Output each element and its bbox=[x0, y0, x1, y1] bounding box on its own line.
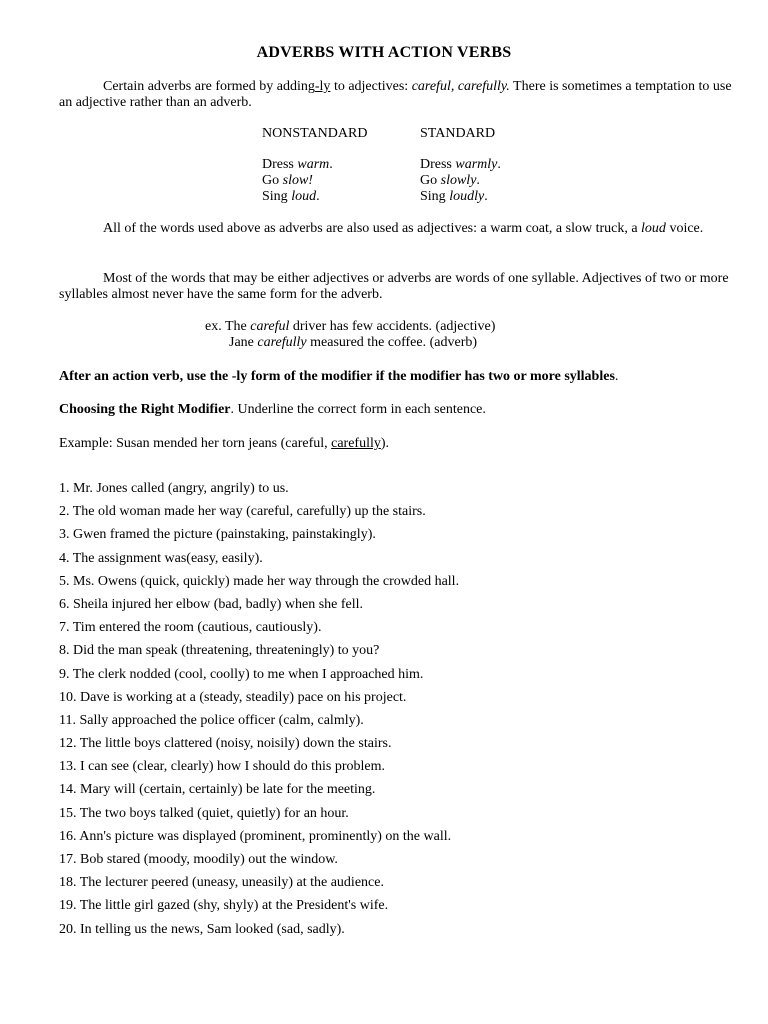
nonstandard-header: NONSTANDARD bbox=[262, 126, 368, 141]
exercise-item: 10. Dave is working at a (steady, steadily) pace on his project. bbox=[59, 689, 407, 705]
nonstandard-row: Go slow! bbox=[262, 173, 313, 188]
instructions-heading: Choosing the Right Modifier bbox=[59, 402, 231, 417]
exercise-item: 9. The clerk nodded (cool, coolly) to me when I approached him. bbox=[59, 666, 424, 682]
standard-row: Dress warmly. bbox=[420, 157, 501, 172]
example-adverb-line: Jane carefully measured the coffee. (adverb) bbox=[229, 335, 478, 350]
standard-column bbox=[420, 126, 501, 205]
worked-example: Example: Susan mended her torn jeans (careful, carefully). bbox=[59, 436, 390, 451]
page-title: ADVERBS WITH ACTION VERBS bbox=[256, 44, 512, 61]
standard-row: Sing loudly. bbox=[420, 189, 488, 204]
syllables-paragraph: Most of the words that may be either adjectives or adverbs are words of one syllable. Adjectives of two or more syllables almost never have the same form for the adverb. bbox=[59, 271, 729, 302]
exercise-item: 19. The little girl gazed (shy, shyly) at the President's wife. bbox=[59, 898, 389, 914]
exercise-item: 14. Mary will (certain, certainly) be late for the meeting. bbox=[59, 782, 376, 798]
intro-example-words: careful, carefully. bbox=[411, 79, 510, 94]
standard-header: STANDARD bbox=[420, 126, 496, 141]
rule-statement: After an action verb, use the -ly form of the modifier if the modifier has two or more syllables. bbox=[59, 369, 619, 384]
intro-ly-suffix: -ly bbox=[314, 79, 331, 94]
exercise-item: 17. Bob stared (moody, moodily) out the window. bbox=[59, 852, 338, 867]
example-adjective-line: ex. The careful driver has few accidents. (adjective) bbox=[205, 319, 496, 334]
intro-text-1: Certain adverbs are formed by adding bbox=[103, 79, 315, 94]
exercise-item: 16. Ann's picture was displayed (prominent, prominently) on the wall. bbox=[59, 828, 452, 844]
exercise-item: 6. Sheila injured her elbow (bad, badly) when she fell. bbox=[59, 596, 364, 612]
exercise-item: 20. In telling us the news, Sam looked (sad, sadly). bbox=[59, 921, 345, 937]
underlined-answer: carefully bbox=[331, 436, 381, 451]
nonstandard-row: Sing loud. bbox=[262, 189, 320, 204]
exercise-item: 11. Sally approached the police officer (calm, calmly). bbox=[59, 712, 364, 728]
intro-text-3: There is sometimes a temptation to use an adjective rather than an adverb. bbox=[59, 79, 732, 110]
exercise-item: 5. Ms. Owens (quick, quickly) made her way through the crowded hall. bbox=[59, 573, 460, 589]
standard-row: Go slowly. bbox=[420, 173, 480, 188]
exercise-item: 12. The little boys clattered (noisy, noisily) down the stairs. bbox=[59, 736, 392, 752]
exercise-item: 13. I can see (clear, clearly) how I should do this problem. bbox=[59, 759, 385, 775]
nonstandard-row: Dress warm. bbox=[262, 157, 333, 172]
exercise-item: 3. Gwen framed the picture (painstaking, painstakingly). bbox=[59, 527, 376, 543]
exercise-item: 8. Did the man speak (threatening, threateningly) to you? bbox=[59, 643, 380, 659]
exercise-item: 2. The old woman made her way (careful, carefully) up the stairs. bbox=[59, 504, 426, 520]
instructions: Choosing the Right Modifier. Underline the correct form in each sentence. bbox=[59, 402, 486, 417]
nonstandard-column bbox=[262, 126, 367, 205]
exercise-list bbox=[59, 481, 459, 945]
exercise-item: 7. Tim entered the room (cautious, cautiously). bbox=[59, 620, 322, 636]
exercise-item: 18. The lecturer peered (uneasy, uneasily) at the audience. bbox=[59, 875, 384, 891]
exercise-item: 15. The two boys talked (quiet, quietly) for an hour. bbox=[59, 805, 349, 821]
adverbs-adjectives-paragraph: All of the words used above as adverbs are also used as adjectives: a warm coat, a slow truck, a loud voice. bbox=[103, 221, 704, 236]
exercise-item: 4. The assignment was(easy, easily). bbox=[59, 550, 263, 566]
exercise-item: 1. Mr. Jones called (angry, angrily) to us. bbox=[59, 481, 289, 496]
intro-text-2: to adjectives: bbox=[330, 79, 412, 94]
intro-paragraph bbox=[59, 79, 739, 111]
